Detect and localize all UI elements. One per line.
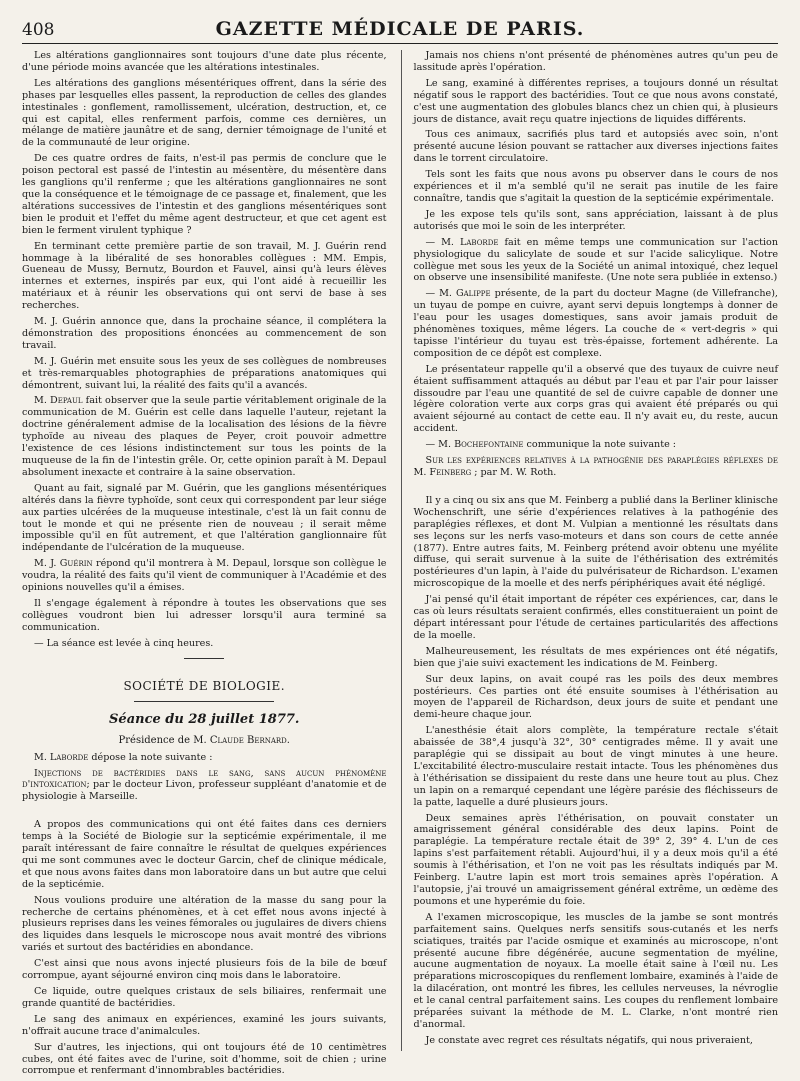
paragraph <box>414 439 779 451</box>
divider <box>184 658 224 659</box>
paragraph: Il s'engage également à répondre à toutes les observations que ses collègues voudront bien lui adresser lorsqu'il aura terminé sa communication. <box>22 597 387 633</box>
article-title-rest: ; par M. W. Roth. <box>471 467 557 478</box>
article-title <box>22 768 387 804</box>
paragraph: A l'examen microscopique, les muscles de la jambe se sont montrés parfaitement sains. Quelques nerfs sensitifs sous-cutanés et les nerfs sciatiques, traités par l'acide osmique et examinés au microscope, n'ont présenté aucune fibre dégénérée, aucune segmentation de myéline, aucune augmentation de noyaux. La moelle était saine à l'œil nu. Les préparations microscopiques du renflement lombaire, examinés à l'aide de la dilacération, ont montré les fibres, les cellules nerveuses, la névroglie et le canal central parfaitement sains. Les coupes du renflement lombaire préparées suivant la méthode de M. L. Clarke, n'ont montré rien d'anormal. <box>413 911 778 1030</box>
paragraph: Nous voulions produire une altération de la masse du sang pour la recherche de certains phénomènes, et à cet effet nous avons injecté à plusieurs reprises dans les veines fémorales ou jugulaires de divers chiens des liquides dans lesquels le microscope nous avait montré des vibrions variés et surtout des bactéridies en abondance. <box>22 894 387 954</box>
paragraph: En terminant cette première partie de son travail, M. J. Guérin rend hommage à la libéralité de ses honorables collègues : MM. Empis, Gueneau de Mussy, Bernutz, Bourdon et Fauvel, ainsi qu'à leurs élèves internes et externes, inspirés par eux, qui l'ont aidé à recueillir les matériaux et à réunir les observations qui ont servi de base à ses recherches. <box>22 240 387 312</box>
paragraph <box>22 752 387 764</box>
paragraph: — La séance est levée à cinq heures. <box>34 637 214 649</box>
paragraph: Je constate avec regret ces résultats négatifs, qui nous priveraient, <box>425 1034 753 1046</box>
paragraph: Quant au fait, signalé par M. Guérin, que les ganglions mésentériques altérés dans la fièvre typhoïde, sont ceux qui correspondent par leur siége aux parties ulcérées de la muqueuse intestinale, c'est là un fait connu de tout le monde et qui ne présente rien de nouveau ; il serait même impossible qu'il en fût autrement, et que l'altération ganglionnaire fût indépendante de l'ulcération de la muqueuse. <box>22 482 387 554</box>
paragraph: L'anesthésie était alors complète, la température rectale s'était abaissée de 38°,4 jusqu'à 32°, 30° centigrades même. Il y avait une paraplégie qui se dissipait au bout de vingt minutes à une heure. L'excitabilité électro-musculaire restait intacte. Tous les phénomènes dus à l'éthérisation se dissipaient du reste dans une heure tout au plus. Chez un lapin on a remarqué cependant une légère parésie des fléchisseurs de la patte, laquelle a duré plusieurs jours. <box>413 725 778 808</box>
speaker-name: M. J. Guérin <box>34 558 93 570</box>
paragraph: Les altérations des ganglions mésentériques offrent, dans la série des phases par lesquelles elles passent, la reproduction de celles des glandes intestinales : gonflement, ramollissement, ulcération, destruction, et, ce qui est capital, elles renferment parfois, comme ces dernières, un mélange de matière jaunâtre et de sang, dernier témoignage de l'unité et de la communauté de leur origine. <box>22 77 387 149</box>
paragraph: M. J. Guérin annonce que, dans la prochaine séance, il complétera la démonstration des propositions énoncées au commencement de son travail. <box>22 316 387 351</box>
speaker-name: M. Depaul <box>34 395 83 407</box>
article-title-rest: ; par le docteur Livon, professeur suppléant d'anatomie et de physiologie à Marseille. <box>22 779 387 803</box>
journal-title: GAZETTE MÉDICALE DE PARIS. <box>215 18 585 40</box>
paragraph: Le sang, examiné à différentes reprises, a toujours donné un résultat négatif sous le rapport des bactéridies. Tout ce que nous avons constaté, c'est une augmentation des globules blancs chez un chien qui, à plusieurs jours de distance, avait reçu quatre injections de liquides différents. <box>413 77 778 125</box>
paragraph: A propos des communications qui ont été faites dans ces derniers temps à la Société de Biologie sur la septicémie expérimentale, il me paraît intéressant de faire connaître le résultat de quelques expériences qui me sont communes avec le docteur Garcin, chef de clinique médicale, et que nous avons faites dans mon laboratoire dans un but autre que celui de la septicémie. <box>22 819 387 890</box>
speaker-name: — M. Bochefontaine <box>425 439 524 451</box>
paragraph: De ces quatre ordres de faits, n'est-il pas permis de conclure que le poison pectoral est passé de l'intestin au mésentère, du mésentère dans les ganglions qu'il renferme ; que les altérations ganglionnaires ne sont que la conséquence et le témoignage de ce passage et, finalement, que les altérations successives de l'intestin et des ganglions mésentériques sont bien le produit et l'effet du même agent destructeur, et que cet agent est bien le ferment virulent typhique ? <box>22 153 387 236</box>
paragraph <box>22 558 387 594</box>
paragraph <box>414 288 779 359</box>
paragraph: Sur d'autres, les injections, qui ont toujours été de 10 centimètres cubes, ont été faites avec de l'urine, soit d'homme, soit de chien ; urine corrompue et renfermant d'innombrables bactéridies. <box>22 1041 387 1077</box>
paragraph: Je les expose tels qu'ils sont, sans appréciation, laissant à de plus autorisés que moi le soin de les interpréter. <box>413 208 778 232</box>
left-column <box>22 50 387 1081</box>
paragraph: Les altérations ganglionnaires sont toujours d'une date plus récente, d'une période moins avancée que les altérations intestinales. <box>22 50 387 73</box>
spacer <box>22 809 387 819</box>
paragraph: M. J. Guérin met ensuite sous les yeux de ses collègues de nombreuses et très-remarquables photographies de préparations anatomiques qui démontrent, suivant lui, la réalité des faits qu'il a avancés. <box>22 355 387 391</box>
paragraph-text: communique la note suivante : <box>523 439 677 451</box>
page-header <box>22 18 778 44</box>
paragraph-text: présente, de la part du docteur Magne (de Villefranche), un tuyau de pompe en cuivre, ayant servi depuis longtemps à donner de l'eau pour les usages domestiques, sans avoir jamais produit de phénomènes toxiques, même légers. La couche de « vert-degris » qui tapisse l'intérieur du tuyau est très-épaisse, fortement adhérente. La composition de ce dépôt est complexe. <box>413 288 778 359</box>
article-title-caps: Injections de bactéridies dans le sang, sans aucun phénomène d'intoxication <box>22 767 387 791</box>
paragraph: Tels sont les faits que nous avons pu observer dans le cours de nos expériences et il m'a semblé qu'il ne serait pas inutile de les faire connaître, tandis que s'agitait la question de la septicémie expérimentale. <box>413 169 778 204</box>
paragraph: Le présentateur rappelle qu'il a observé que des tuyaux de cuivre neuf étaient suffisamment attaqués au début par l'eau et par l'air pour laisser dissoudre par l'eau une quantité de sel de cuivre capable de donner une légère coloration verte aux corps gras qui avaient été préparés ou qui avaient séjourné au contact de cette eau. Il n'y avait eu, du reste, aucun accident. <box>413 363 778 435</box>
columns <box>22 50 778 1081</box>
paragraph: Malheureusement, les résultats de mes expériences ont été négatifs, bien que j'aie suivi exactement les indications de M. Feinberg. <box>413 645 778 669</box>
paragraph: Le sang des animaux en expériences, examiné les jours suivants, n'offrait aucune trace d'animalcules. <box>22 1013 387 1037</box>
president-name: Claude Bernard. <box>209 734 290 746</box>
paragraph: Sur deux lapins, on avait coupé ras les poils des deux membres postérieurs. Ces parties ont été ensuite soumises à l'éthérisation au moyen de l'appareil de Richardson, deux jours de suite et pendant une demi-heure chaque jour. <box>413 673 778 721</box>
page-number: 408 <box>22 20 55 40</box>
speaker-name: — M. Galippe <box>425 288 491 300</box>
presidence-prefix: Présidence de M. <box>118 734 210 746</box>
paragraph: Tous ces animaux, sacrifiés plus tard et autopsiés avec soin, n'ont présenté aucune lésion pouvant se rattacher aux diverses injections faites dans le torrent circulatoire. <box>413 129 778 165</box>
paragraph <box>22 395 387 478</box>
paragraph-text: fait en même temps une communication sur l'action physiologique du salicylate de soude et sur l'acide salicylique. Notre collègue met sous les yeux de la Société un animal intoxiqué, chez lequel on observe une insensibilité manifeste. (Une note sera publiée in extenso.) <box>413 236 778 284</box>
spacer <box>414 485 779 495</box>
presidence-line <box>22 735 387 746</box>
paragraph-text: répond qu'il montrera à M. Depaul, lorsque son collègue le voudra, la réalité des faits qu'il vient de communiquer à l'Académie et des opinions nouvelles qu'il a émises. <box>22 558 387 594</box>
paragraph: Il y a cinq ou six ans que M. Feinberg a publié dans la Berliner klinische Wochenschrift, une série d'expériences relatives à la pathogénie des paraplégies réflexes, et dont M. Vulpian a mentionné les résultats dans ses leçons sur les nerfs vaso-moteurs et dans son cours de cette année (1877). Entre autres faits, M. Feinberg prétend avoir obtenu une myélite diffuse, qui serait survenue à la suite de l'éthérisation des extrémités postérieures d'un lapin, à l'aide du pulvérisateur de Richardson. L'examen microscopique de la moelle et des nerfs périphériques avait été négligé. <box>413 494 778 590</box>
section-heading: SOCIÉTÉ DE BIOLOGIE. <box>123 678 286 693</box>
paragraph: Jamais nos chiens n'ont présenté de phénomènes autres qu'un peu de lassitude après l'opération. <box>413 50 778 73</box>
speaker-name: M. Laborde <box>34 751 89 763</box>
divider <box>134 701 274 702</box>
seance-heading: Séance du 28 juillet 1877. <box>109 711 300 727</box>
paragraph-text: dépose la note suivante : <box>88 751 213 763</box>
paragraph: Ce liquide, outre quelques cristaux de sels biliaires, renfermait une grande quantité de bactéridies. <box>22 986 387 1009</box>
paragraph-text: fait observer que la seule partie véritablement originale de la communication de M. Guérin est celle dans laquelle l'auteur, rejetant la doctrine généralement admise de la localisation des lésions de la fièvre typhoïde au niveau des plaques de Peyer, croit pouvoir admettre l'existence de ces lésions indistinctement sur tous les points de la muqueuse de la fin de l'intestin grêle. Or, cette opinion paraît à M. Depaul absolument inexacte et contraire à la saine observation. <box>22 395 387 478</box>
paragraph: Deux semaines après l'éthérisation, on pouvait constater un amaigrissement général considérable des deux lapins. Point de paraplégie. La température rectale était de 39° 2, 39° 4. L'un de ces lapins s'est parfaitement rétabli. Aujourd'hui, il y a deux mois qu'il a été soumis à l'éthérisation, et l'on ne voit pas les résultats indiqués par M. Feinberg. L'autre lapin est mort trois semaines après l'opération. A l'autopsie, j'ai trouvé un amaigrissement général extrême, un œdème des poumons et une hyperémie du foie. <box>413 812 778 907</box>
paragraph <box>414 237 779 285</box>
speaker-name: — M. Laborde <box>425 236 499 248</box>
paragraph: J'ai pensé qu'il était important de répéter ces expériences, car, dans le cas où leurs résultats seraient confirmés, elles constitueraient un point de départ intéressant pour l'étude de certaines particularités des affections de la moelle. <box>413 594 778 641</box>
article-title <box>414 455 779 479</box>
right-column <box>401 50 779 1051</box>
paragraph: C'est ainsi que nous avons injecté plusieurs fois de la bile de bœuf corrompue, ayant séjourné environ cinq mois dans le laboratoire. <box>22 958 387 982</box>
article-title-caps: Sur les expériences relatives à la pathogénie des paraplégies réflexes de M. Feinberg <box>413 455 778 478</box>
